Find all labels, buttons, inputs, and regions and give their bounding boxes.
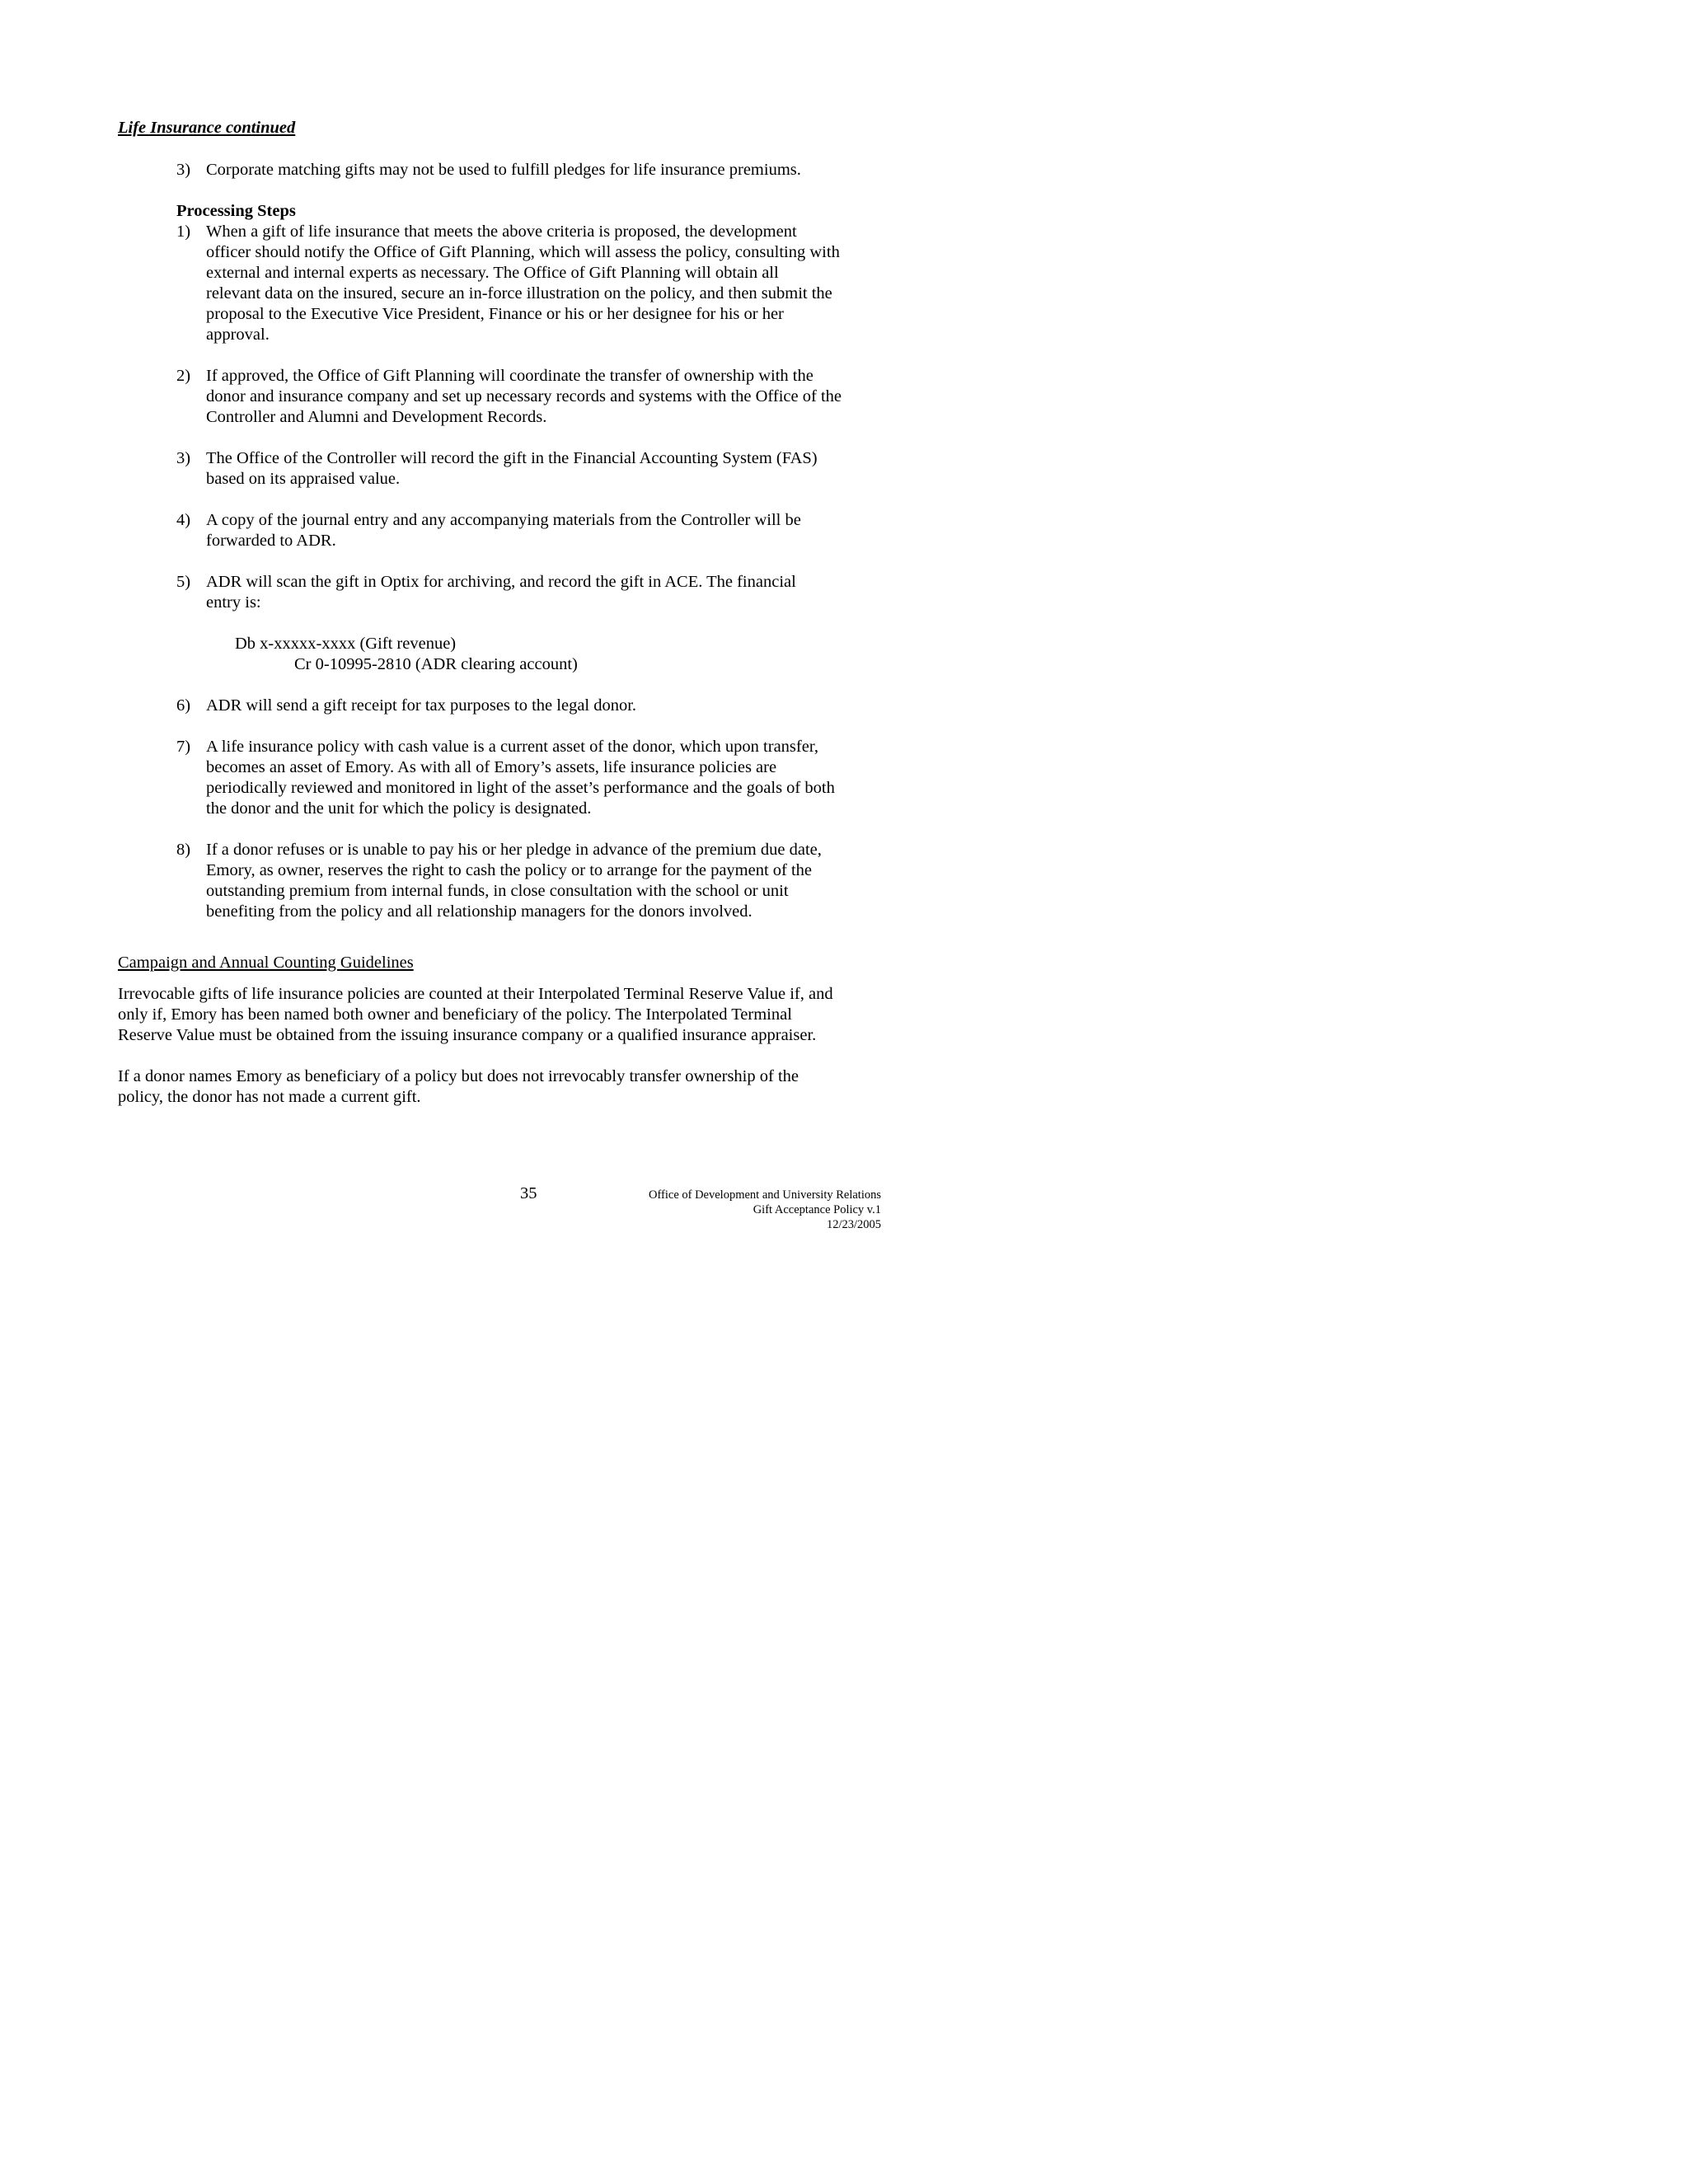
step-text	[206, 737, 890, 819]
step-text	[206, 572, 890, 613]
document-page	[0, 0, 1009, 1305]
text-line: ADR will scan the gift in Optix for archiving, and record the gift in ACE. The financial	[206, 573, 796, 591]
text-line: donor and insurance company and set up necessary records and systems with the Office of the	[206, 387, 842, 405]
step-text	[206, 448, 890, 490]
step-number: 3)	[176, 449, 191, 467]
footer-line-office: Office of Development and University Relations	[648, 1188, 881, 1202]
step-number: 7)	[176, 738, 191, 756]
text-line: the donor and the unit for which the policy is designated.	[206, 799, 592, 818]
text-line: policy, the donor has not made a current gift.	[118, 1088, 421, 1106]
campaign-heading: Campaign and Annual Counting Guidelines	[118, 954, 414, 972]
text-line: If a donor refuses or is unable to pay his or her pledge in advance of the premium due date,	[206, 841, 822, 859]
step-number: 8)	[176, 841, 191, 859]
text-line: becomes an asset of Emory. As with all of Emory’s assets, life insurance policies are	[206, 758, 777, 776]
text-line: forwarded to ADR.	[206, 532, 336, 550]
text-line: officer should notify the Office of Gift Planning, which will assess the policy, consulting with	[206, 243, 840, 261]
journal-debit-line: Db x-xxxxx-xxxx (Gift revenue)	[235, 635, 457, 653]
step-number: 5)	[176, 573, 191, 591]
text-line: If approved, the Office of Gift Planning will coordinate the transfer of ownership with the	[206, 367, 814, 385]
text-line: outstanding premium from internal funds, in close consultation with the school or unit	[206, 882, 789, 900]
text-line: relevant data on the insured, secure an in-force illustration on the policy, and then submit the	[206, 284, 832, 302]
step-number: 2)	[176, 367, 191, 385]
text-line: If a donor names Emory as beneficiary of a policy but does not irrevocably transfer ownership of the	[118, 1067, 799, 1085]
processing-steps-heading: Processing Steps	[176, 202, 296, 220]
list-item-text: Corporate matching gifts may not be used to fulfill pledges for life insurance premiums.	[206, 161, 801, 179]
text-line: only if, Emory has been named both owner and beneficiary of the policy. The Interpolated Terminal	[118, 1005, 792, 1024]
text-line: Irrevocable gifts of life insurance policies are counted at their Interpolated Terminal Reserve Value if, and	[118, 985, 833, 1003]
step-text	[206, 696, 890, 716]
list-number: 3)	[176, 161, 191, 179]
footer-line-policy: Gift Acceptance Policy v.1	[753, 1203, 881, 1216]
footer-line-date: 12/23/2005	[826, 1218, 881, 1231]
text-line: A life insurance policy with cash value is a current asset of the donor, which upon transfer,	[206, 738, 818, 756]
step-text	[206, 510, 890, 551]
text-line: benefiting from the policy and all relationship managers for the donors involved.	[206, 902, 753, 921]
text-line: external and internal experts as necessary. The Office of Gift Planning will obtain all	[206, 264, 779, 282]
text-line: periodically reviewed and monitored in light of the asset’s performance and the goals of both	[206, 779, 835, 797]
text-line: proposal to the Executive Vice President, Finance or his or her designee for his or her	[206, 305, 784, 323]
step-number: 1)	[176, 223, 191, 241]
step-number: 6)	[176, 696, 191, 715]
journal-credit-line: Cr 0-10995-2810 (ADR clearing account)	[294, 655, 578, 673]
page-number: 35	[520, 1184, 537, 1202]
text-line: Emory, as owner, reserves the right to cash the policy or to arrange for the payment of the	[206, 861, 813, 879]
footer-block	[649, 1188, 881, 1232]
step-text	[206, 840, 890, 922]
paragraph	[118, 1066, 799, 1108]
text-line: based on its appraised value.	[206, 470, 401, 488]
text-line: approval.	[206, 326, 270, 344]
text-line: Reserve Value must be obtained from the issuing insurance company or a qualified insurance appraiser.	[118, 1026, 817, 1044]
text-line: The Office of the Controller will record the gift in the Financial Accounting System (FAS)	[206, 449, 818, 467]
step-number: 4)	[176, 511, 191, 529]
text-line: entry is:	[206, 593, 261, 612]
text-line: ADR will send a gift receipt for tax purposes to the legal donor.	[206, 696, 637, 715]
text-line: A copy of the journal entry and any accompanying materials from the Controller will be	[206, 511, 801, 529]
text-line: When a gift of life insurance that meets the above criteria is proposed, the development	[206, 223, 797, 241]
step-text	[206, 366, 890, 428]
section-title: Life Insurance continued	[118, 119, 296, 137]
text-line: Controller and Alumni and Development Records.	[206, 408, 547, 426]
step-text	[206, 222, 890, 345]
paragraph	[118, 984, 833, 1046]
